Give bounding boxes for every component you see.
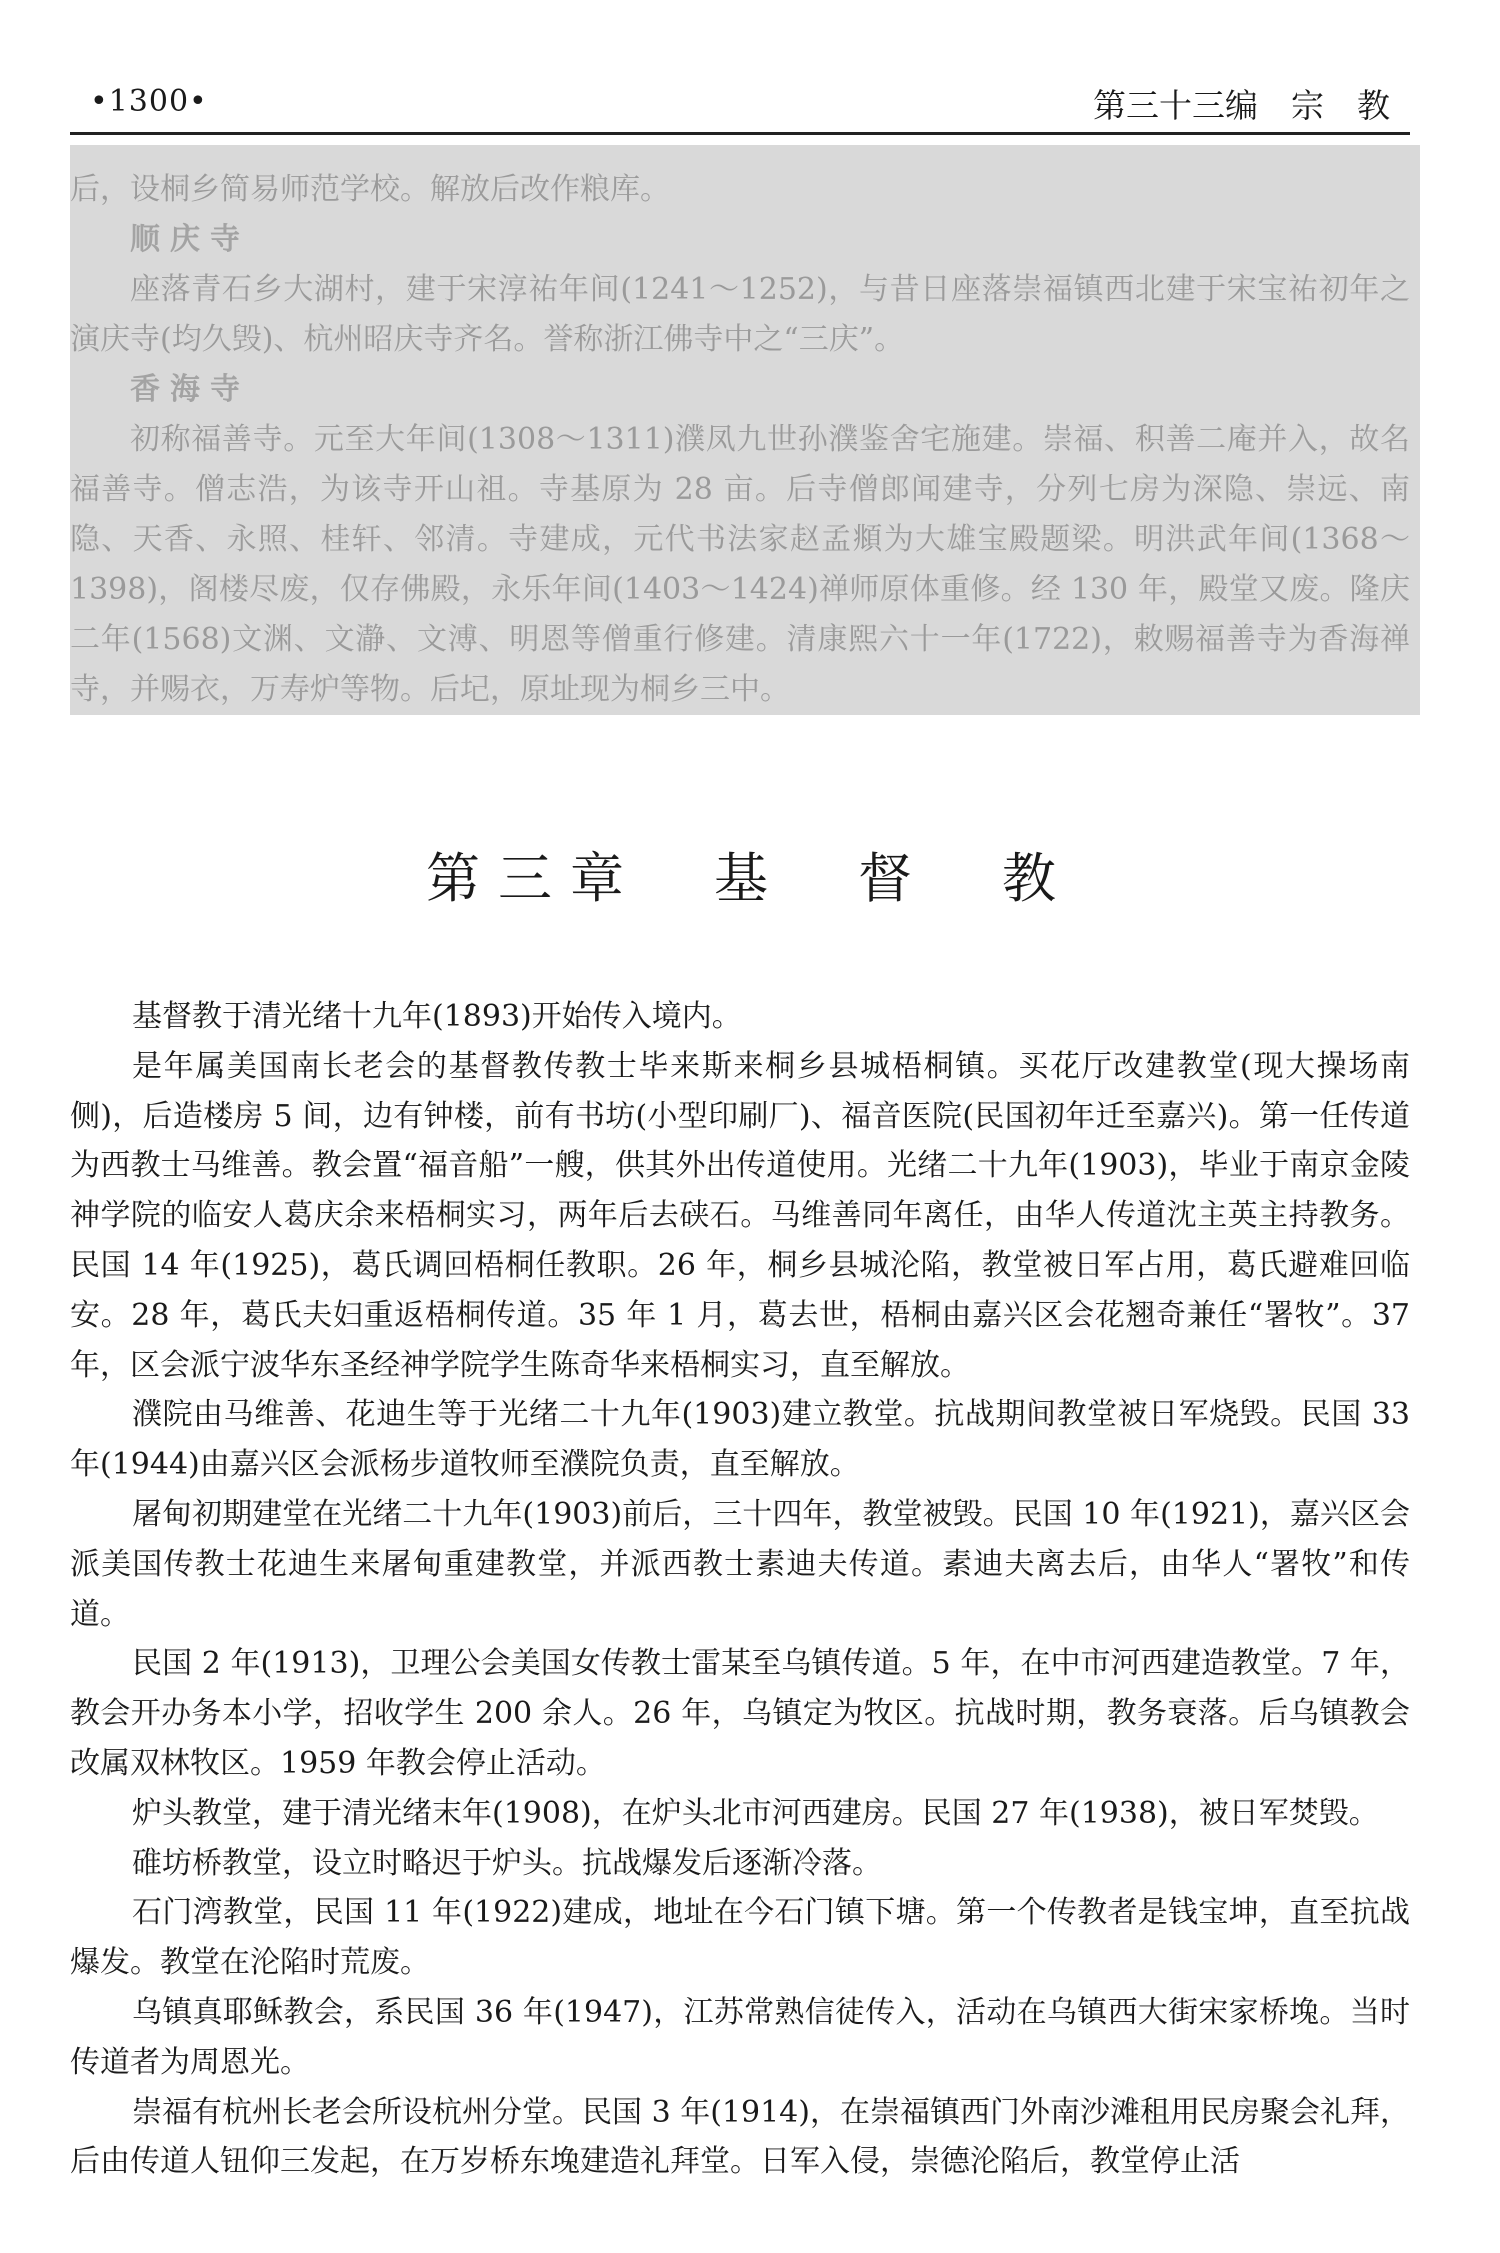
chapter-body [70,992,1410,2187]
chapter-title: 第三章 基 督 教 [426,847,1074,911]
paragraph: 屠甸初期建堂在光绪二十九年(1903)前后，三十四年，教堂被毁。民国 10 年(1921)，嘉兴区会派美国传教士花迪生来屠甸重建教堂，并派西教士素迪夫传道。素迪夫离去后，由华人“署牧”和传道。 [70,1496,1410,1632]
paragraph: 炉头教堂，建于清光绪末年(1908)，在炉头北市河西建房。民国 27 年(1938)，被日军焚毁。 [132,1795,1379,1831]
previous-section-block [70,145,1420,715]
paragraph: 碓坊桥教堂，设立时略迟于炉头。抗战爆发后逐渐冷落。 [132,1845,882,1881]
page-header [70,60,1410,135]
temple-text-xianghai: 初称福善寺。元至大年间(1308～1311)濮凤九世孙濮鉴舍宅施建。崇福、积善二庵并入，故名福善寺。僧志浩，为该寺开山祖。寺基原为 28 亩。后寺僧郎闻建寺，分列七房为深隐、崇远、南隐、天香、永照、桂轩、邻清。寺建成，元代书法家赵孟頫为大雄宝殿题梁。明洪武年间(1368～1398)，阁楼尽废，仅存佛殿，永乐年间(1403～1424)禅师原体重修。经 130 年，殿堂又废。隆庆二年(1568)文渊、文瀞、文溥、明恩等僧重行修建。清康熙六十一年(1722)，敕赐福善寺为香海禅寺，并赐衣，万寿炉等物。后圮，原址现为桐乡三中。 [70,422,1410,707]
paragraph: 基督教于清光绪十九年(1893)开始传入境内。 [132,999,742,1034]
continuation-text: 后，设桐乡简易师范学校。解放后改作粮库。 [70,172,670,207]
paragraph: 乌镇真耶稣教会，系民国 36 年(1947)，江苏常熟信徒传入，活动在乌镇西大街宋家桥堍。当时传道者为周恩光。 [70,1994,1410,2080]
temple-text-shunqing: 座落青石乡大湖村，建于宋淳祐年间(1241～1252)，与昔日座落崇福镇西北建于宋宝祐初年之演庆寺(均久毁)、杭州昭庆寺齐名。誉称浙江佛寺中之“三庆”。 [70,272,1410,357]
paragraph: 石门湾教堂，民国 11 年(1922)建成，地址在今石门镇下塘。第一个传教者是钱宝坤，直至抗战爆发。教堂在沦陷时荒废。 [70,1895,1410,1981]
paragraph: 濮院由马维善、花迪生等于光绪二十九年(1903)建立教堂。抗战期间教堂被日军烧毁。民国 33 年(1944)由嘉兴区会派杨步道牧师至濮院负责，直至解放。 [70,1397,1410,1483]
temple-heading-shunqing: 顺庆寺 [130,222,250,257]
paragraph: 崇福有杭州长老会所设杭州分堂。民国 3 年(1914)，在崇福镇西门外南沙滩租用民房聚会礼拜，后由传道人钮仰三发起，在万岁桥东堍建造礼拜堂。日军入侵，崇德沦陷后，教堂停止活 [70,2094,1410,2180]
paragraph: 是年属美国南长老会的基督教传教士毕来斯来桐乡县城梧桐镇。买花厅改建教堂(现大操场南侧)，后造楼房 5 间，边有钟楼，前有书坊(小型印刷厂)、福音医院(民国初年迁至嘉兴)。第一任传道为西教士马维善。教会置“福音船”一艘，供其外出传道使用。光绪二十九年(1903)，毕业于南京金陵神学院的临安人葛庆余来梧桐实习，两年后去硖石。马维善同年离任，由华人传道沈主英主持教务。民国 14 年(1925)，葛氏调回梧桐任教职。26 年，桐乡县城沦陷，教堂被日军占用，葛氏避难回临安。28 年，葛氏夫妇重返梧桐传道。35 年 1 月，葛去世，梧桐由嘉兴区会花翘奇兼任“署牧”。37 年，区会派宁波华东圣经神学院学生陈奇华来梧桐实习，直至解放。 [70,1048,1410,1383]
page-number: •1300• [90,84,208,119]
paragraph: 民国 2 年(1913)，卫理公会美国女传教士雷某至乌镇传道。5 年，在中市河西建造教堂。7 年，教会开办务本小学，招收学生 200 余人。26 年，乌镇定为牧区。抗战时期，教务衰落。后乌镇教会改属双林牧区。1959 年教会停止活动。 [70,1646,1410,1781]
temple-heading-xianghai: 香海寺 [130,372,250,407]
section-title: 第三十三编 宗 教 [1093,86,1390,125]
